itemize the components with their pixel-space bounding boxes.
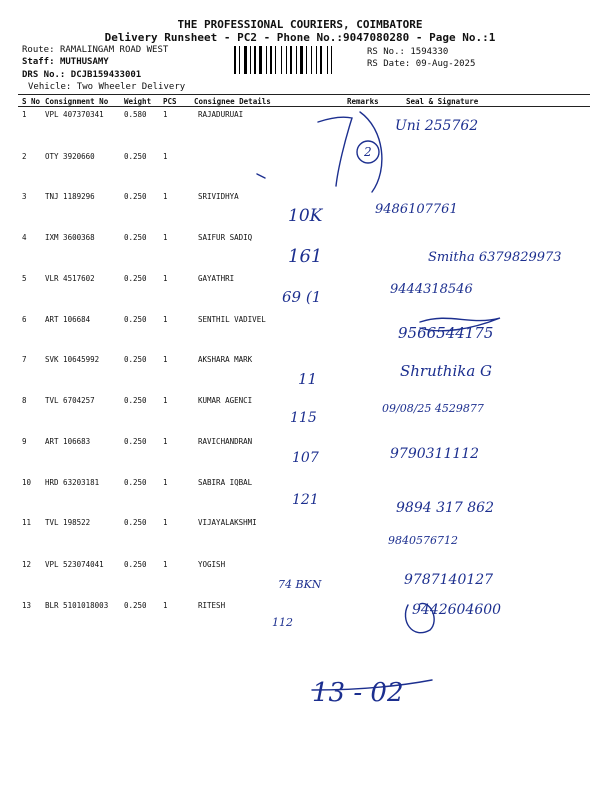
row-signature: 9486107761 — [375, 202, 458, 217]
row-sno: 4 — [22, 233, 27, 242]
row-weight: 0.250 — [124, 478, 147, 487]
row-remark: 161 — [288, 246, 323, 267]
row-consignment-no: VPL 523074041 — [45, 560, 104, 569]
row-signature: Uni 255762 — [395, 118, 479, 134]
route-value: RAMALINGAM ROAD WEST — [59, 45, 169, 55]
row-signature: 9442604600 — [412, 602, 502, 618]
row-sno: 5 — [22, 274, 27, 283]
row-pcs: 1 — [163, 233, 168, 242]
row-consignee: SAIFUR SADIQ — [198, 233, 253, 242]
row-consignee: RAJADURUAI — [198, 110, 244, 119]
row-weight: 0.250 — [124, 274, 147, 283]
row-weight: 0.250 — [124, 152, 147, 161]
row-weight: 0.250 — [124, 192, 147, 201]
row-remark: 107 — [292, 450, 319, 466]
row-signature: 9787140127 — [404, 572, 494, 588]
row-remark: 112 — [272, 616, 293, 629]
row-consignment-no: TVL 198522 — [45, 518, 91, 527]
rs-date-value: 09-Aug-2025 — [415, 59, 476, 69]
row-pcs: 1 — [163, 274, 168, 283]
row-weight: 0.250 — [124, 518, 147, 527]
row-weight: 0.250 — [124, 601, 147, 610]
row-sno: 2 — [22, 152, 27, 161]
route-label: Route: — [22, 45, 55, 55]
col-pcs: PCS — [163, 97, 177, 106]
row-signature: 9790311112 — [390, 446, 480, 462]
row-sno: 1 — [22, 110, 27, 119]
row-consignee: SABIRA IQBAL — [198, 478, 253, 487]
row-pcs: 1 — [163, 315, 168, 324]
row-consignee: YOGISH — [198, 560, 226, 569]
row-sno: 13 — [22, 601, 32, 610]
col-weight: Weight — [124, 97, 152, 106]
company-name: THE PROFESSIONAL COURIERS, COIMBATORE — [177, 18, 423, 31]
total-note: 13 - 02 — [312, 678, 404, 708]
row-sno: 3 — [22, 192, 27, 201]
row-pcs: 1 — [163, 110, 168, 119]
ink-scribble-row13 — [405, 603, 434, 632]
row-weight: 0.250 — [124, 437, 147, 446]
runsheet-title: Delivery Runsheet - PC2 - Phone No.:9047080280 - Page No.:1 — [104, 31, 496, 44]
row-remark: 10K — [288, 206, 323, 226]
row-consignment-no: VPL 407370341 — [45, 110, 104, 119]
row-weight: 0.250 — [124, 233, 147, 242]
row-consignment-no: IXM 3600368 — [45, 233, 95, 242]
rs-no-value: 1594330 — [410, 47, 449, 57]
row-weight: 0.250 — [124, 355, 147, 364]
vehicle-label: Vehicle: — [28, 82, 72, 92]
row-consignment-no: SVK 10645992 — [45, 355, 100, 364]
row-consignment-no: TVL 6704257 — [45, 396, 95, 405]
row-signature: 9566544175 — [398, 324, 494, 342]
row-consignment-no: ART 106684 — [45, 315, 91, 324]
row-pcs: 1 — [163, 478, 168, 487]
vehicle-value: Two Wheeler Delivery — [76, 82, 186, 92]
row-consignee: RAVICHANDRAN — [198, 437, 253, 446]
row-signature: Shruthika G — [400, 362, 493, 380]
row-pcs: 1 — [163, 518, 168, 527]
row-pcs: 1 — [163, 192, 168, 201]
staff-label: Staff: — [22, 57, 55, 67]
row-remark: 115 — [290, 410, 317, 426]
row-sno: 9 — [22, 437, 27, 446]
staff-value: MUTHUSAMY — [59, 57, 109, 67]
row-remark: 74 BKN — [278, 578, 322, 591]
row-remark: 69 (1 — [282, 288, 322, 306]
ink-tick-row2 — [257, 174, 265, 178]
row-pcs: 1 — [163, 152, 168, 161]
row-remark: 121 — [292, 492, 319, 508]
row-sno: 12 — [22, 560, 32, 569]
row-consignee: AKSHARA MARK — [198, 355, 253, 364]
col-remarks: Remarks — [347, 97, 379, 106]
row-pcs: 1 — [163, 560, 168, 569]
row-consignment-no: ART 106683 — [45, 437, 91, 446]
row-weight: 0.250 — [124, 560, 147, 569]
row-sno: 11 — [22, 518, 32, 527]
row-consignment-no: HRD 63203181 — [45, 478, 100, 487]
ink-large-seven — [318, 117, 352, 186]
drs-value: DCJB159433001 — [70, 70, 142, 80]
row-consignee: KUMAR AGENCI — [198, 396, 253, 405]
row-consignment-no: BLR 5101018003 — [45, 601, 109, 610]
col-consignee: Consignee Details — [194, 97, 271, 106]
col-sno: S No — [22, 97, 41, 106]
row-pcs: 1 — [163, 355, 168, 364]
circled-number: 2 — [364, 145, 372, 159]
col-seal-signature: Seal & Signature — [406, 97, 479, 106]
row-pcs: 1 — [163, 396, 168, 405]
row-pcs: 1 — [163, 601, 168, 610]
row-consignee: GAYATHRI — [198, 274, 235, 283]
row-sno: 8 — [22, 396, 27, 405]
row-signature: 9894 317 862 — [396, 500, 494, 516]
ink-scribble-row6 — [420, 318, 500, 331]
row-consignee: SRIVIDHYA — [198, 192, 239, 201]
row-sno: 10 — [22, 478, 32, 487]
row-sno: 7 — [22, 355, 27, 364]
row-consignee: RITESH — [198, 601, 226, 610]
col-consignment: Consignment No — [45, 97, 109, 106]
row-weight: 0.250 — [124, 315, 147, 324]
row-weight: 0.580 — [124, 110, 147, 119]
row-pcs: 1 — [163, 437, 168, 446]
row-consignment-no: VLR 4517602 — [45, 274, 95, 283]
row-consignee: SENTHIL VADIVEL — [198, 315, 266, 324]
rs-date-label: RS Date: — [367, 59, 411, 69]
row-sno: 6 — [22, 315, 27, 324]
drs-label: DRS No.: — [22, 70, 66, 80]
row-consignment-no: TNJ 1189296 — [45, 192, 95, 201]
row-signature: 09/08/25 4529877 — [382, 402, 484, 415]
rs-no-label: RS No.: — [367, 47, 405, 57]
row-signature: 9840576712 — [388, 534, 458, 547]
row-consignment-no: OTY 3920660 — [45, 152, 95, 161]
row-signature: 9444318546 — [390, 282, 473, 297]
row-signature: Smitha 6379829973 — [428, 250, 562, 265]
row-weight: 0.250 — [124, 396, 147, 405]
row-consignee: VIJAYALAKSHMI — [198, 518, 257, 527]
row-remark: 11 — [298, 370, 318, 388]
